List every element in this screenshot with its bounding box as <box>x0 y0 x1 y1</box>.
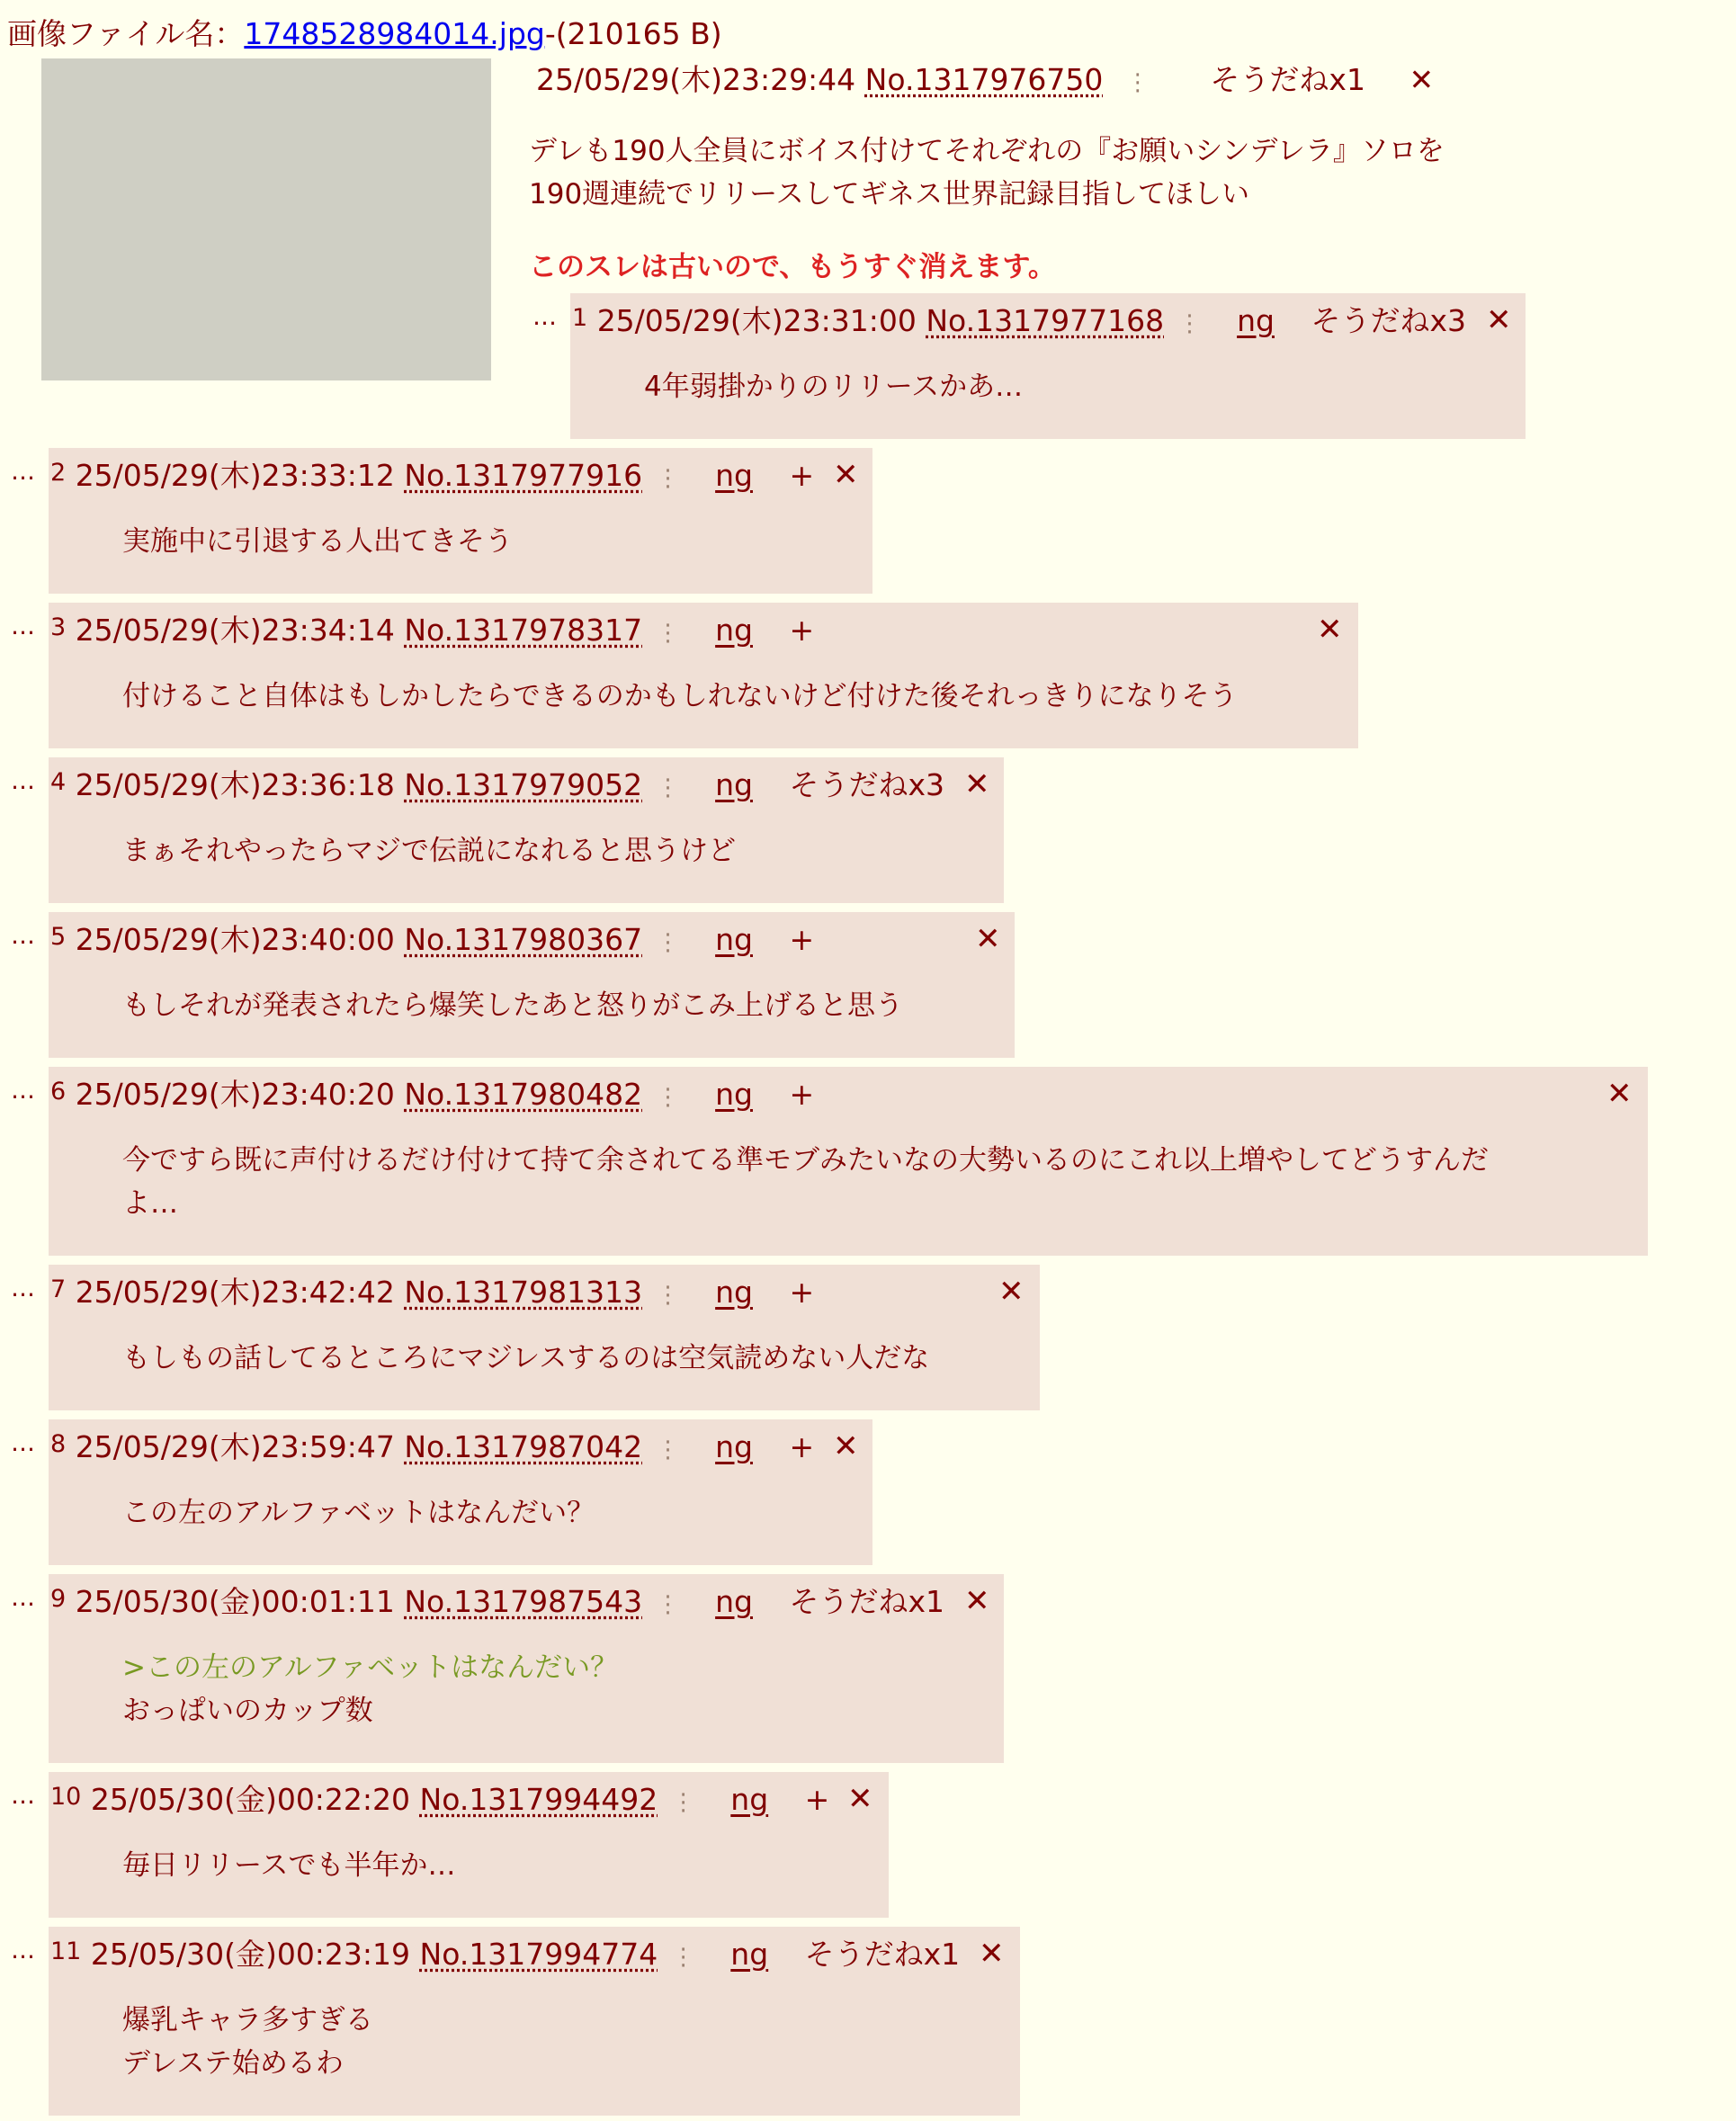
reply-body <box>122 520 513 563</box>
reply-body <box>122 1999 373 2085</box>
ng-link[interactable]: ng <box>730 1782 769 1817</box>
reply-post-number[interactable]: No.1317979052 <box>404 767 643 802</box>
delete-icon[interactable]: ✕ <box>975 921 1001 957</box>
reply-post-number[interactable]: No.1317980482 <box>404 1077 643 1112</box>
file-link[interactable]: 1748528984014.jpg <box>244 16 545 51</box>
reply-header <box>50 608 814 653</box>
ng-link[interactable]: ng <box>715 1077 753 1112</box>
ng-link[interactable]: ng <box>715 1584 753 1619</box>
ng-link[interactable]: ng <box>730 1937 769 1972</box>
ng-link[interactable]: ng <box>715 613 753 648</box>
reply-post <box>49 603 1358 748</box>
reply-header <box>50 453 814 498</box>
reply-datetime: 25/05/30(金)00:01:11 <box>75 1584 395 1619</box>
reply-line: よ… <box>122 1187 178 1220</box>
sodane-plus-button[interactable]: + <box>804 1782 830 1817</box>
reply-number: 6 <box>50 1078 67 1105</box>
op-body <box>529 130 1445 216</box>
reply-body <box>122 675 1238 718</box>
reply-post <box>49 448 872 594</box>
reply-datetime: 25/05/29(木)23:31:00 <box>596 303 917 338</box>
reply-line: 爆乳キャラ多すぎる <box>122 2004 373 2036</box>
reply-body <box>122 1139 1489 1225</box>
reply-number: 4 <box>50 768 67 796</box>
quote-line: >この左のアルファベットはなんだい？ <box>122 1651 619 1684</box>
op-body-line: デレも190人全員にボイス付けてそれぞれの『お願いシンデレラ』ソロを <box>529 135 1445 167</box>
reply-header <box>572 299 1466 344</box>
reply-number: 9 <box>50 1585 67 1613</box>
delete-icon[interactable]: ✕ <box>1486 302 1512 338</box>
ng-link[interactable]: ng <box>715 1275 753 1310</box>
sodane-button[interactable]: そうだねx3 <box>1311 303 1467 338</box>
reply-line: 今ですら既に声付けるだけ付けて持て余されてる準モブみたいなの大勢いるのにこれ以上増やしてどうすんだ <box>122 1144 1489 1177</box>
sodane-button[interactable]: そうだねx3 <box>789 767 945 802</box>
reply-post-number[interactable]: No.1317977168 <box>926 303 1165 338</box>
reply-number: 7 <box>50 1275 67 1303</box>
delete-icon[interactable]: ✕ <box>1606 1076 1633 1112</box>
reply-dots: … <box>11 767 35 795</box>
reply-post-number[interactable]: No.1317978317 <box>404 613 643 648</box>
sodane-plus-button[interactable]: + <box>789 613 815 648</box>
sodane-plus-button[interactable]: + <box>789 922 815 957</box>
menu-icon[interactable]: ⋮ <box>656 465 680 492</box>
ng-link[interactable]: ng <box>715 1429 753 1464</box>
reply-body <box>122 1646 618 1732</box>
file-size: -(210165 B) <box>544 16 722 51</box>
reply-datetime: 25/05/30(金)00:23:19 <box>90 1937 411 1972</box>
menu-icon[interactable]: ⋮ <box>656 620 680 647</box>
reply-datetime: 25/05/29(木)23:33:12 <box>75 458 395 493</box>
reply-post <box>49 1067 1648 1256</box>
reply-line: この左のアルファベットはなんだい？ <box>122 1497 595 1529</box>
delete-icon[interactable]: ✕ <box>964 1583 990 1619</box>
menu-icon[interactable]: ⋮ <box>656 774 680 801</box>
menu-icon[interactable]: ⋮ <box>656 929 680 956</box>
reply-number: 1 <box>572 304 588 332</box>
op-body-line: 190週連続でリリースしてギネス世界記録目指してほしい <box>529 178 1249 210</box>
op-datetime: 25/05/29(木)23:29:44 <box>536 62 856 97</box>
sodane-plus-button[interactable]: + <box>789 1429 815 1464</box>
menu-icon[interactable]: ⋮ <box>1177 310 1202 337</box>
reply-number: 11 <box>50 1938 82 1965</box>
sodane-button[interactable]: そうだねx1 <box>804 1937 961 1972</box>
reply-number: 10 <box>50 1783 82 1811</box>
reply-datetime: 25/05/29(木)23:40:20 <box>75 1077 395 1112</box>
sodane-button[interactable]: そうだねx1 <box>789 1584 945 1619</box>
reply-header <box>50 1932 960 1977</box>
reply-dots: … <box>532 303 557 331</box>
reply-dots: … <box>11 1077 35 1105</box>
reply-header <box>50 1580 944 1624</box>
reply-dots: … <box>11 613 35 640</box>
reply-post <box>49 1574 1004 1763</box>
reply-post <box>49 1419 872 1565</box>
reply-line: もしそれが発表されたら爆笑したあと怒りがこみ上げると思う <box>122 989 903 1022</box>
reply-body <box>122 829 736 873</box>
reply-post <box>49 757 1004 903</box>
sodane-plus-button[interactable]: + <box>789 458 815 493</box>
reply-body <box>644 365 1023 408</box>
delete-icon[interactable]: ✕ <box>833 1428 859 1464</box>
reply-body <box>122 1337 929 1380</box>
reply-body <box>122 1844 455 1887</box>
reply-datetime: 25/05/29(木)23:36:18 <box>75 767 395 802</box>
reply-datetime: 25/05/29(木)23:59:47 <box>75 1429 395 1464</box>
reply-number: 5 <box>50 923 67 951</box>
reply-dots: … <box>11 1429 35 1457</box>
reply-post <box>49 1772 889 1918</box>
reply-dots: … <box>11 1275 35 1302</box>
op-post-number[interactable]: No.1317976750 <box>864 62 1104 97</box>
reply-post-number[interactable]: No.1317994492 <box>419 1782 658 1817</box>
menu-icon[interactable]: ⋮ <box>656 1436 680 1463</box>
reply-post-number[interactable]: No.1317994774 <box>419 1937 658 1972</box>
thread-expiry-warning: このスレは古いので、もうすぐ消えます。 <box>529 251 1056 283</box>
ng-link[interactable]: ng <box>715 458 753 493</box>
reply-header <box>50 1777 829 1822</box>
menu-icon[interactable]: ⋮ <box>656 1591 680 1618</box>
reply-header <box>50 1270 814 1315</box>
reply-dots: … <box>11 1782 35 1810</box>
reply-post-number[interactable]: No.1317987042 <box>404 1429 643 1464</box>
delete-icon[interactable]: ✕ <box>998 1274 1025 1310</box>
reply-line: まぁそれやったらマジで伝説になれると思うけど <box>122 835 736 867</box>
reply-post <box>49 1927 1020 2116</box>
menu-icon[interactable]: ⋮ <box>656 1084 680 1111</box>
op-sodane-button[interactable]: そうだねx1 <box>1210 62 1365 97</box>
ng-link[interactable]: ng <box>1237 303 1275 338</box>
delete-icon[interactable]: ✕ <box>833 457 859 493</box>
reply-dots: … <box>11 1584 35 1612</box>
menu-icon[interactable]: ⋮ <box>1125 69 1150 96</box>
reply-post-number[interactable]: No.1317987543 <box>404 1584 643 1619</box>
reply-header <box>50 917 814 962</box>
sodane-plus-button[interactable]: + <box>789 1275 815 1310</box>
ng-link[interactable]: ng <box>715 922 753 957</box>
reply-datetime: 25/05/30(金)00:22:20 <box>90 1782 411 1817</box>
menu-icon[interactable]: ⋮ <box>671 1789 695 1816</box>
reply-post <box>49 912 1015 1058</box>
menu-icon[interactable]: ⋮ <box>656 1282 680 1309</box>
reply-datetime: 25/05/29(木)23:34:14 <box>75 613 395 648</box>
reply-body <box>122 1491 595 1535</box>
sodane-plus-button[interactable]: + <box>789 1077 815 1112</box>
reply-post <box>570 293 1526 439</box>
menu-icon[interactable]: ⋮ <box>671 1944 695 1971</box>
reply-line: 4年弱掛かりのリリースかあ… <box>644 371 1024 403</box>
reply-header <box>50 763 944 808</box>
file-info <box>7 14 722 54</box>
delete-icon[interactable]: ✕ <box>1409 62 1435 97</box>
reply-line: デレステ始めるわ <box>122 2047 344 2080</box>
reply-header <box>50 1425 814 1470</box>
reply-post <box>49 1265 1040 1410</box>
delete-icon[interactable]: ✕ <box>847 1781 873 1817</box>
delete-icon[interactable]: ✕ <box>1317 612 1343 648</box>
reply-header <box>50 1072 814 1117</box>
reply-dots: … <box>11 922 35 950</box>
reply-line: もしもの話してるところにマジレスするのは空気読めない人だな <box>122 1342 930 1374</box>
delete-icon[interactable]: ✕ <box>979 1936 1005 1972</box>
reply-line: おっぱいのカップ数 <box>122 1695 373 1727</box>
reply-number: 8 <box>50 1430 67 1458</box>
reply-number: 2 <box>50 459 67 487</box>
ng-link[interactable]: ng <box>715 767 753 802</box>
reply-datetime: 25/05/29(木)23:40:00 <box>75 922 395 957</box>
reply-post-number[interactable]: No.1317977916 <box>404 458 643 493</box>
reply-datetime: 25/05/29(木)23:42:42 <box>75 1275 395 1310</box>
reply-line: 毎日リリースでも半年か… <box>122 1849 456 1882</box>
op-header <box>536 59 1434 103</box>
thread-thumbnail[interactable] <box>41 58 491 380</box>
delete-icon[interactable]: ✕ <box>964 766 990 802</box>
reply-line: 付けること自体はもしかしたらできるのかもしれないけど付けた後それっきりになりそう <box>122 680 1238 712</box>
file-label: 画像ファイル名： <box>7 16 245 51</box>
reply-post-number[interactable]: No.1317981313 <box>404 1275 643 1310</box>
reply-dots: … <box>11 1937 35 1964</box>
reply-dots: … <box>11 458 35 486</box>
reply-line: 実施中に引退する人出てきそう <box>122 525 513 558</box>
reply-body <box>122 984 903 1027</box>
reply-number: 3 <box>50 613 67 641</box>
reply-post-number[interactable]: No.1317980367 <box>404 922 643 957</box>
